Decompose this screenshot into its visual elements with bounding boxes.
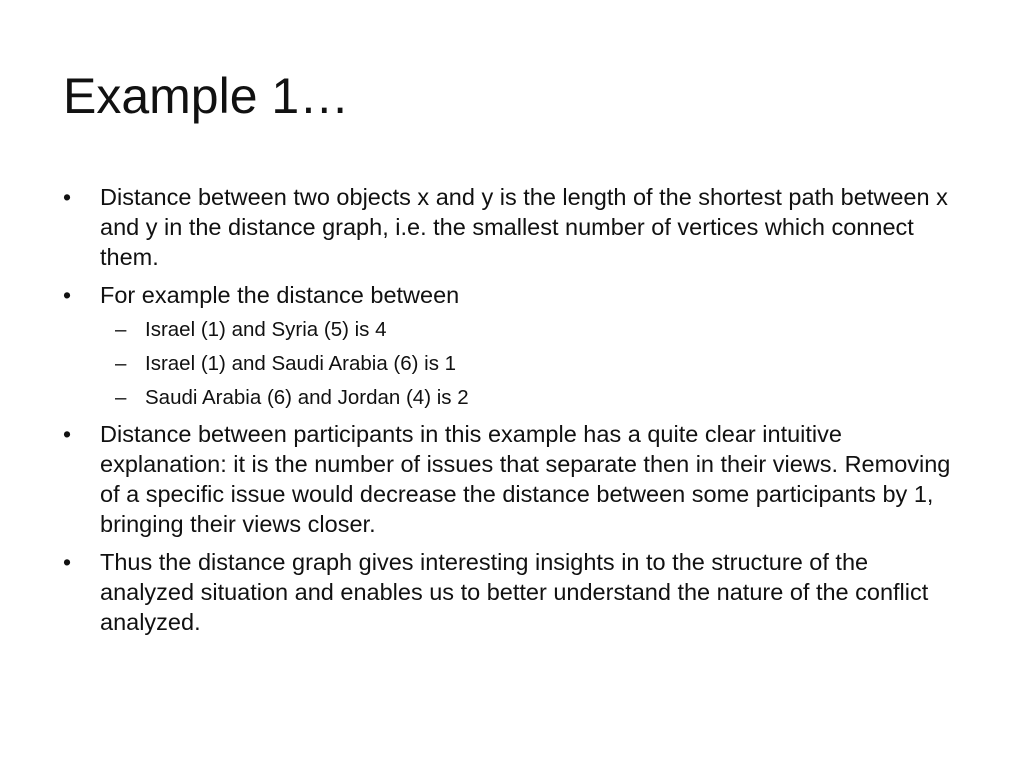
sub-bullet-text: Saudi Arabia (6) and Jordan (4) is 2 (145, 386, 469, 409)
bullet-text: For example the distance between (100, 282, 460, 308)
bullet-item (63, 182, 968, 272)
sub-bullet-text: Israel (1) and Syria (5) is 4 (145, 318, 387, 341)
sub-bullet-list (100, 317, 968, 411)
sub-bullet-text: Israel (1) and Saudi Arabia (6) is 1 (145, 352, 457, 375)
bullet-text: Thus the distance graph gives interesting insights in to the structure of the analyzed situation and enables us to better understand the nature of the conflict analyzed. (100, 549, 929, 635)
sub-bullet-item (100, 385, 968, 411)
bullet-item (63, 419, 968, 539)
bullet-item (63, 547, 968, 637)
bullet-list (63, 182, 968, 645)
bullet-text: Distance between participants in this example has a quite clear intuitive explanation: it is the number of issues that separate then in their views. Removing of a specific issue would decrease the distance between some participants by 1, bringing their views closer. (100, 421, 951, 537)
slide-title: Example 1… (63, 68, 350, 124)
bullet-text: Distance between two objects x and y is the length of the shortest path between x and y in the distance graph, i.e. the smallest number of vertices which connect them. (100, 184, 948, 270)
bullet-item (63, 280, 968, 411)
sub-bullet-item (100, 351, 968, 377)
sub-bullet-item (100, 317, 968, 343)
